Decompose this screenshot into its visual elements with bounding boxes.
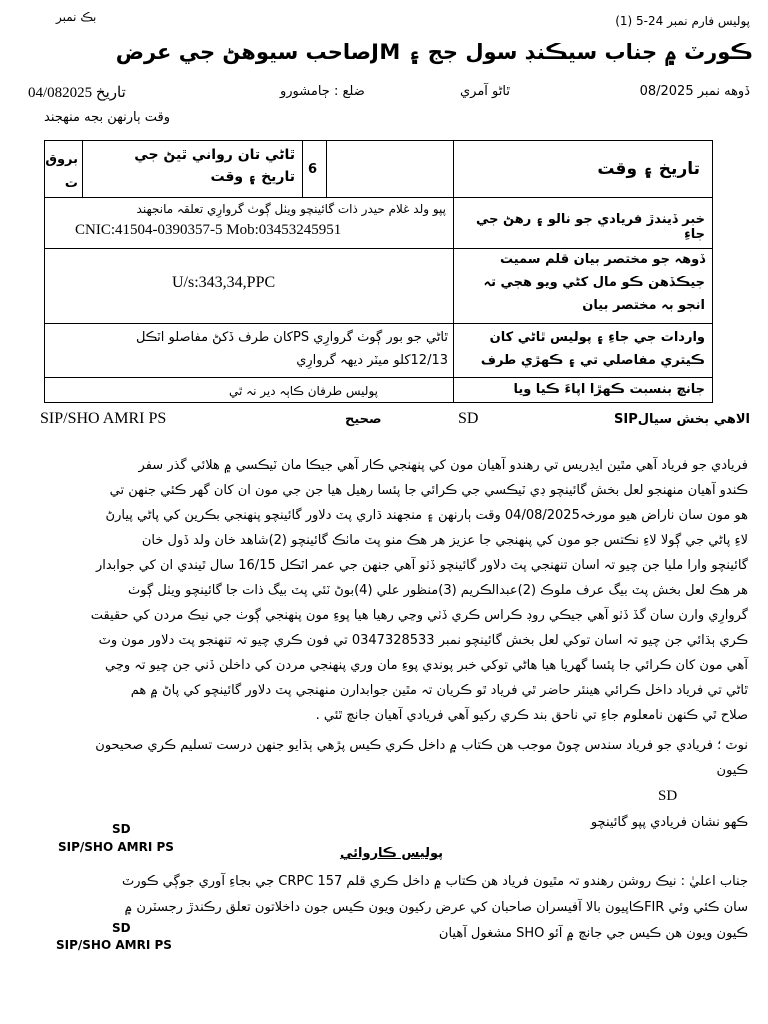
location-distance-2: 12/13کلو ميٽر ديهہ گروارِي bbox=[296, 353, 448, 368]
complaint-line: هر هڪ لعل بخش پٽ بيگ عرف ملوڪ (2)عبدالڪريم (3)منظور علي (4)بوڻ ٽئي پٽ بيگ ذات جا گائينچو ويٺل ڳوٺ bbox=[128, 583, 748, 598]
police-station: ٿاڻو آمري bbox=[460, 84, 510, 99]
complaint-line: هو مون سان ناراض هيو مورخہ04/08/2025 وقت ٻارنهن ۽ منجهند ڌاري پٽ دلاور گائينچو پنهنجي بڪرين کي پاڻي پيارڻ bbox=[105, 508, 748, 523]
complaint-line: صلاح ٿي ڪنهن نامعلوم جاءِ تي ناحق بند ڪري رکيو آهي فريادي آهيان جانچ ٿئي . bbox=[315, 708, 748, 723]
col-sr-label: بروق ت bbox=[45, 152, 78, 191]
correct-label: صحيح bbox=[345, 412, 382, 427]
investigation-value: پوليس طرفان ڪاٻہ دير نہ ٿي bbox=[228, 384, 378, 398]
crime-number: ڏوهه نمبر 08/2025 bbox=[639, 84, 750, 99]
sho-signature: SIP/SHO AMRI PS bbox=[40, 410, 167, 427]
police-action-heading: پوليس ڪاروائي bbox=[340, 846, 444, 861]
offence-label-1: ڏوهہ جو مختصر بيان قلم سميت bbox=[499, 252, 705, 267]
informant-cnic: CNIC:41504-0390357-5 Mob:03453245951 bbox=[75, 222, 342, 238]
complaint-line: فريادي جو فرياد آهي مٿين ايڊريس تي رهندو آهيان مون کي پنهنجي ڪار آهي جيڪا مان ٽيڪسي ۾ هلائي گذر سفر bbox=[138, 458, 748, 473]
sho-bottom: SIP/SHO AMRI PS bbox=[56, 938, 172, 952]
complaint-line: گائينچو وارا مليا جن چيو تہ اسان تنهنجي پٽ دلاور گائينچو ڏٺو آهي جنهن جي عمر اٽڪل 16/15 سال ٿيندي ان کي جوابدار bbox=[95, 558, 748, 573]
complaint-line: ڪري ٻڌائي جن چيو تہ اسان توکي لعل بخش گائينچو نمبر 0347328533 تي فون ڪري چيو تہ تنهنجو پٽ دلاور مون وٽ bbox=[98, 633, 748, 648]
sho-top: SIP/SHO AMRI PS bbox=[58, 840, 174, 854]
complaint-line: ٿاڻي تي فرياد داخل ڪرائي هينئر حاضر ٿي فرياد ٿو ڪريان تہ مٿين جوابدارن منهنجي پٽ دلاور گائينچو کي پاڻ ۾ هم bbox=[130, 683, 748, 698]
report-time: وقت ٻارنهن بجه منهجند bbox=[44, 110, 171, 125]
informant-name: پپو ولد غلام حيدر ذات گائينچو ويٺل ڳوٺ گروارِي تعلقہ مانجهند bbox=[136, 202, 446, 216]
investigation-label: جانچ بنسبت ڪهڙا اپاءَ ڪيا ويا bbox=[513, 382, 705, 397]
police-action-line: سان ڪئي وئي FIRڪاپيون بالا آفيسران صاحبان کي عرض رکيون ويون ڪيس جون داخلاتون تعلق رڪندڙ رجسٽرن ۾ bbox=[124, 900, 748, 915]
police-action-line: جناب اعليٰ : نيڪ روشن رهندو تہ مٿيون فرياد هن ڪتاب ۾ داخل ڪري قلم 157 CRPC جي بجاءِ آوري جوڳي ڪورٽ bbox=[122, 874, 748, 889]
location-distance-1: ٿاڻي جو بور ڳوٺ گروارِي PSکان طرف ڏکڻ مفاصلو اٽڪل bbox=[135, 330, 448, 345]
col-datetime-label: تاريخ ۽ وقت bbox=[597, 159, 700, 179]
location-label-2: ڪيتري مفاصلي تي ۽ ڪهڙي طرف bbox=[480, 353, 705, 368]
form-label: پوليس فارم نمبر 24-5 (1) bbox=[615, 14, 750, 28]
sd-after-note: SD bbox=[658, 788, 678, 804]
district: ضلع : ڄامشورو bbox=[280, 84, 365, 99]
page-title: ڪورٽ ۾ جناب سيڪنڊ سول جج ۽ JMصاحب سيوهڻ جي عرض bbox=[115, 40, 753, 64]
col-departure-label: ٿاڻي تان رواني ٿيڻ جي تاريخ ۽ وقت bbox=[134, 147, 295, 185]
police-action-line: ڪيون ويون هن ڪيس جي جانچ ۾ آئو SHO مشغول آهيان bbox=[438, 926, 748, 941]
offence-label-3: انجو بہ مختصر بيان bbox=[582, 298, 705, 313]
sd-top: SD bbox=[112, 822, 131, 836]
col-number: 6 bbox=[308, 162, 318, 177]
report-date: تاريخ 04/082025 bbox=[28, 85, 126, 101]
thumb-impression: ڪهو نشان فريادي پپو گائينچو bbox=[590, 815, 748, 830]
location-label-1: واردات جي جاءِ ۽ پوليس ٿاڻي کان bbox=[489, 330, 705, 345]
note-line-2: ڪيون bbox=[716, 763, 748, 778]
complaint-line: ڪندو آهيان منهنجو لعل بخش گائينچو ڊي ٽيڪسي جي ڪرائي جا پئسا رهيل هيا جن جي مون ان کان گهر ڪئي جنهن تي bbox=[109, 483, 748, 498]
complaint-line: لاءِ پاڻي جي ڳولا لاءِ نڪتس جو مون کي پنهنجي جا عزيز هر هڪ منو پٽ ماٺڪ گائينچو (2)شاهد خان ولد ڏول خان bbox=[141, 533, 748, 548]
note-line-1: نوٽ ؛ فريادي جو فرياد سندس چوڻ موجب هن ڪتاب ۾ داخل ڪري ڪيس پڙهي ٻڌايو جنهن درست تسليم ڪري صحيحون bbox=[95, 738, 748, 753]
offence-label-2: جيڪڏهن ڪو مال کڻي ويو هجي تہ bbox=[483, 275, 705, 290]
complaint-line: گروارِي وارن سان گڏ ڏٺو آهي جيڪي روڊ ڪراس ڪري ڏٺي وڃي رهيا هيا پوءِ مون پنهنجي ڳوٺ جي نيڪ مردن کي حقيقت bbox=[90, 608, 748, 623]
sip-name: SIPالاهي بخش سيال bbox=[614, 412, 750, 427]
sd-mark: SD bbox=[458, 410, 479, 427]
informant-label: خبر ڏيندڙ فريادي جو نالو ۽ رهڻ جي جاءِ bbox=[475, 212, 705, 242]
sd-bottom: SD bbox=[112, 921, 131, 935]
book-number-label: بڪ نمبر bbox=[56, 10, 97, 24]
complaint-line: آهي مون کان ڪرائي جا پئسا گهريا هيا هاڻي توکي خبر پوندي پوءِ مان وري پنهنجي مردن کي داخلن ڏني جن چيو تہ وڃي bbox=[105, 658, 748, 673]
offence-section: U/s:343,34,PPC bbox=[172, 274, 276, 291]
